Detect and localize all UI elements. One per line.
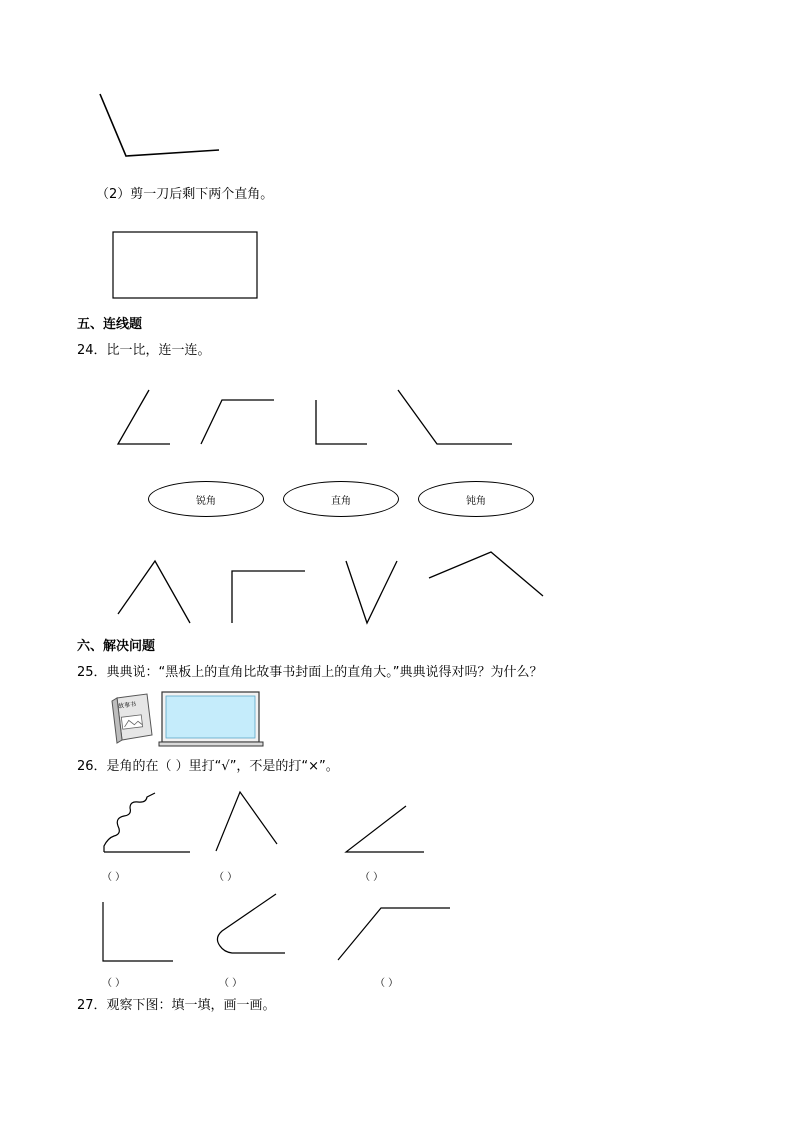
angle-top-4 <box>398 390 512 444</box>
q26-text: 26．是角的在（ ）里打“√”，不是的打“×”。 <box>77 759 339 774</box>
section-5-heading: 五、连线题 <box>77 317 143 332</box>
oval-obtuse-label: 钝角 <box>466 495 486 507</box>
angle-bottom-3 <box>346 561 397 623</box>
q26-figure-2 <box>216 792 277 851</box>
q24-text: 24．比一比，连一连。 <box>77 343 211 358</box>
angle-top-1 <box>118 390 170 444</box>
angle-top-2 <box>201 400 274 444</box>
angle-bottom-1 <box>118 561 190 623</box>
q26-figure-5 <box>217 894 285 953</box>
answer-paren-6[interactable]: （ ） <box>375 978 399 989</box>
oval-obtuse-angle[interactable] <box>418 481 534 517</box>
angle-top-3 <box>316 400 367 444</box>
book-label: 故事书 <box>117 700 137 711</box>
rectangle-figure <box>113 232 257 298</box>
q26-figure-1 <box>104 793 155 852</box>
q23-part2-text: （2）剪一刀后剩下两个直角。 <box>96 187 274 202</box>
q27-text: 27．观察下图：填一填，画一画。 <box>77 998 276 1013</box>
answer-paren-5[interactable]: （ ） <box>219 978 243 989</box>
obtuse-angle-figure <box>100 94 219 156</box>
oval-right-label: 直角 <box>331 495 351 507</box>
section-6-heading: 六、解决问题 <box>77 639 156 654</box>
oval-right-angle[interactable] <box>283 481 399 517</box>
angle-bottom-2 <box>232 571 305 623</box>
q26-figure-6 <box>338 908 450 960</box>
answer-paren-2[interactable]: （ ） <box>214 872 238 883</box>
answer-paren-4[interactable]: （ ） <box>102 978 126 989</box>
q26-figure-4 <box>103 902 173 961</box>
q26-figure-3 <box>346 806 424 852</box>
blackboard-icon <box>159 692 263 746</box>
answer-paren-3[interactable]: （ ） <box>360 872 384 883</box>
answer-paren-1[interactable]: （ ） <box>102 872 126 883</box>
oval-acute-label: 锐角 <box>196 495 216 507</box>
oval-acute-angle[interactable] <box>148 481 264 517</box>
q25-text: 25．典典说：“黑板上的直角比故事书封面上的直角大。”典典说得对吗？为什么？ <box>77 665 543 680</box>
angle-bottom-4 <box>429 552 543 596</box>
